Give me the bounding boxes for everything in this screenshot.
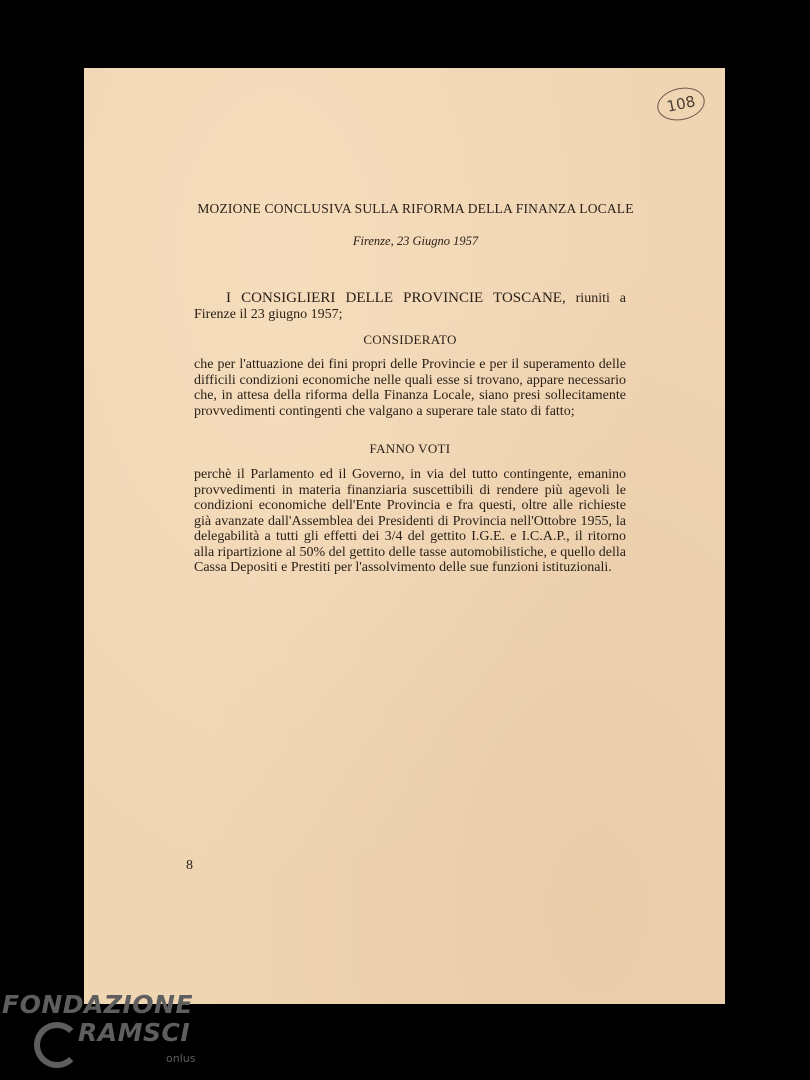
paragraph-considerato: che per l'attuazione dei fini propri delle Provincie e per il superamento delle difficili condizioni economiche nelle quali esse si trovano, appare necessario che, in attesa della riforma della Finanza Locale, siano presi sollecitamente provvedimenti contingenti che valgano a superare tale stato di fatto; (194, 357, 626, 419)
page-number: 8 (186, 858, 193, 873)
watermark-line1: FONDAZIONE (2, 990, 194, 1019)
document-title: MOZIONE CONCLUSIVA SULLA RIFORMA DELLA FINANZA LOCALE (197, 201, 634, 216)
heading-considerato: CONSIDERATO (363, 332, 457, 347)
heading-fanno-voti: FANNO VOTI (369, 441, 451, 456)
dateline: Firenze, 23 Giugno 1957 (352, 234, 479, 248)
watermark-line2: RAMSCI (78, 1018, 191, 1047)
watermark-line3: onlus (166, 1052, 196, 1065)
folio-mark: 108 (654, 83, 708, 124)
watermark-logo (2, 990, 202, 1075)
paragraph-fanno-voti: perchè il Parlamento ed il Governo, in via del tutto contingente, emanino provvedimenti in materia finanziaria suscettibili di rendere più agevoli le condizioni economiche dell'Ente Provincia e fra questi, oltre alle richieste già avanzate dall'Assemblea dei Presidenti di Provincia nell'Ottobre 1955, la delegabilità a tutti gli effetti dei 3/4 del gettito I.G.E. e I.C.A.P., il ritorno alla ripartizione al 50% del gettito delle tasse automobilistiche, e quello della Cassa Depositi e Prestiti per l'assolvimento delle sue funzioni istituzionali. (194, 467, 626, 575)
document-page (84, 68, 725, 1004)
lead-paragraph (194, 290, 626, 323)
logo-ring-icon (34, 1022, 80, 1068)
lead-rest: riuniti a Firenze il 23 giugno 1957; (194, 291, 626, 322)
lead-caps: I CONSIGLIERI DELLE PROVINCIE TOSCANE, (226, 290, 566, 306)
